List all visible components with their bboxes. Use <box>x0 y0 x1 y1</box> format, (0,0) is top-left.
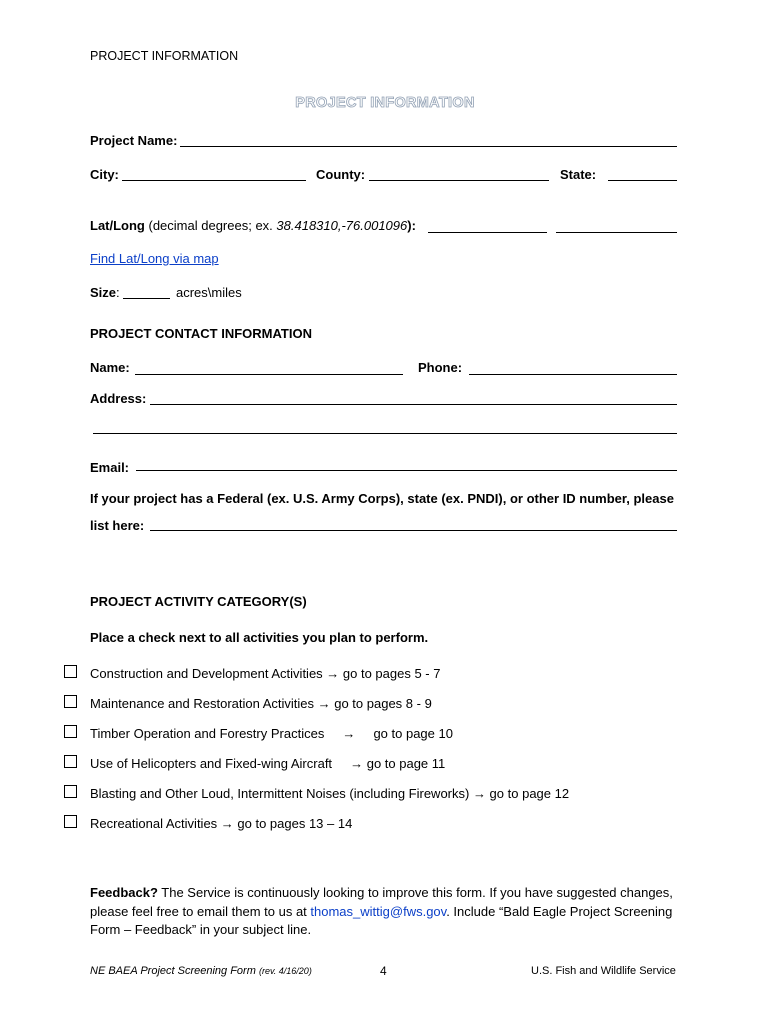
footer-revision: (rev. 4/16/20) <box>258 966 312 976</box>
federal-id-label: list here: <box>90 518 145 533</box>
activity-label-timber: Timber Operation and Forestry Practices → go to page 10 <box>90 726 453 741</box>
activity-checkbox-blasting[interactable] <box>64 785 77 798</box>
running-header: PROJECT INFORMATION <box>90 49 239 63</box>
county-label: County: <box>316 167 366 182</box>
activity-checkbox-aircraft[interactable] <box>64 755 77 768</box>
contact-name-field[interactable] <box>135 374 403 375</box>
latitude-field[interactable] <box>428 232 547 233</box>
feedback-paragraph <box>90 884 690 940</box>
feedback-text-1: The Service is continuously looking to improve this form. If you have suggested changes, please feel free to email them to us at <box>90 885 673 919</box>
size-row <box>90 285 120 300</box>
size-label: Size <box>90 285 117 300</box>
phone-field[interactable] <box>469 374 677 375</box>
feedback-email-link[interactable]: thomas_wittig@fws.gov <box>310 903 447 919</box>
activity-label-construction: Construction and Development Activities → go to pages 5 - 7 <box>90 666 441 681</box>
longitude-field[interactable] <box>556 232 677 233</box>
page-title: PROJECT INFORMATION <box>295 95 475 111</box>
activity-checkbox-construction[interactable] <box>64 665 77 678</box>
footer-agency: U.S. Fish and Wildlife Service <box>531 965 676 977</box>
latlong-example: 38.418310,-76.001096 <box>276 218 408 233</box>
feedback-text-2: . Include “Bald Eagle Project Screening Form – Feedback” in your subject line. <box>90 903 673 937</box>
address-field[interactable] <box>150 404 677 405</box>
county-field[interactable] <box>369 180 549 181</box>
footer-form-title: NE BAEA Project Screening Form <box>90 965 256 977</box>
state-label: State: <box>560 167 597 182</box>
federal-id-text: If your project has a Federal (ex. U.S. Army Corps), state (ex. PNDI), or other ID number, please <box>90 491 674 506</box>
address-field-line2[interactable] <box>93 433 677 434</box>
activity-checkbox-recreational[interactable] <box>64 815 77 828</box>
project-name-label: Project Name: <box>90 133 178 148</box>
latlong-hint-prefix: (decimal degrees; ex. <box>144 218 277 233</box>
activity-checkbox-maintenance[interactable] <box>64 695 77 708</box>
email-label: Email: <box>90 460 130 475</box>
activity-instruction: Place a check next to all activities you plan to perform. <box>90 630 429 645</box>
activity-label-maintenance: Maintenance and Restoration Activities → go to pages 8 - 9 <box>90 696 432 711</box>
latlong-label: Lat/Long <box>90 218 145 233</box>
footer-page-number: 4 <box>380 964 387 978</box>
footer-form-name <box>90 965 312 977</box>
activity-label-aircraft: Use of Helicopters and Fixed-wing Aircraft → go to page 11 <box>90 756 446 771</box>
find-latlong-link[interactable]: Find Lat/Long via map <box>90 251 219 266</box>
city-field[interactable] <box>122 180 306 181</box>
phone-label: Phone: <box>418 360 463 375</box>
state-field[interactable] <box>608 180 677 181</box>
contact-name-label: Name: <box>90 360 130 375</box>
address-label: Address: <box>90 391 147 406</box>
latlong-row <box>90 218 416 233</box>
email-field[interactable] <box>136 470 677 471</box>
activity-label-recreational: Recreational Activities → go to pages 13 – 14 <box>90 816 353 831</box>
activity-checkbox-timber[interactable] <box>64 725 77 738</box>
size-units: acres\miles <box>176 285 242 300</box>
latlong-hint-suffix: ): <box>407 218 416 233</box>
city-label: City: <box>90 167 119 182</box>
project-name-field[interactable] <box>180 146 677 147</box>
contact-heading: PROJECT CONTACT INFORMATION <box>90 326 312 341</box>
size-colon: : <box>116 285 120 300</box>
size-field[interactable] <box>123 298 170 299</box>
activity-label-blasting: Blasting and Other Loud, Intermittent Noises (including Fireworks) → go to page 12 <box>90 786 570 801</box>
feedback-label: Feedback? <box>90 885 158 900</box>
activity-heading: PROJECT ACTIVITY CATEGORY(S) <box>90 594 307 609</box>
federal-id-field[interactable] <box>150 530 677 531</box>
